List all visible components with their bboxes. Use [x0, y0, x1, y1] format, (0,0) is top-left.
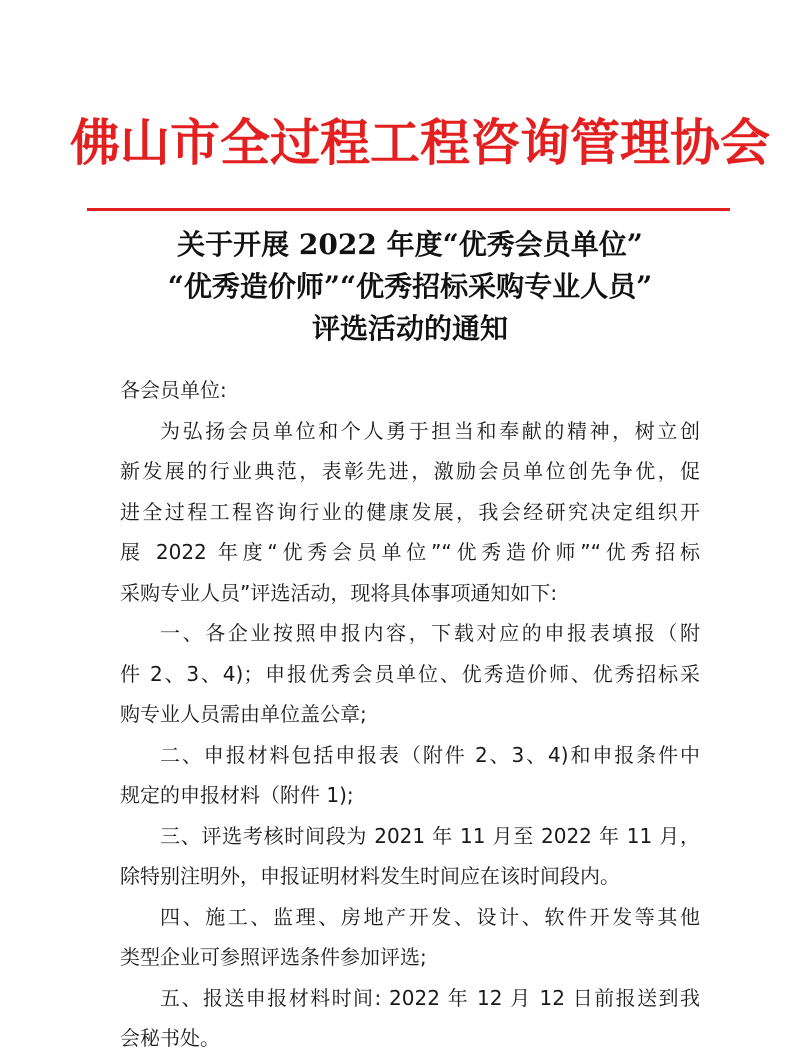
- item-4-paragraph: [120, 897, 700, 978]
- item-2-paragraph: [120, 735, 700, 816]
- title-line-2: “优秀造价师”“优秀招标采购专业人员”: [167, 270, 653, 303]
- document-body: [120, 370, 700, 1059]
- item-line: 购专业人员需由单位盖公章;: [120, 702, 367, 726]
- item-line: 二、申报材料包括申报表（附件 2、3、4)和申报条件中: [160, 742, 700, 767]
- title-line-3: 评选活动的通知: [311, 312, 508, 345]
- item-1-paragraph: [120, 613, 700, 735]
- document-title: [90, 224, 730, 350]
- intro-line: 为弘扬会员单位和个人勇于担当和奉献的精神，树立创: [160, 418, 700, 443]
- item-line: 五、报送申报材料时间: 2022 年 12 月 12 日前报送到我: [160, 985, 700, 1010]
- item-line: 会秘书处。: [120, 1026, 220, 1050]
- item-line: 除特别注明外，申报证明材料发生时间应在该时间段内。: [120, 864, 620, 888]
- intro-line: 采购专业人员”评选活动，现将具体事项通知如下:: [120, 580, 558, 605]
- title-line-1: 关于开展 2022 年度“优秀会员单位”: [177, 228, 643, 261]
- item-line: 四、施工、监理、房地产开发、设计、软件开发等其他: [160, 904, 700, 929]
- item-line: 规定的申报材料（附件 1);: [120, 783, 354, 807]
- salutation: 各会员单位:: [120, 378, 227, 402]
- item-line: 一、各企业按照申报内容，下载对应的申报表填报（附: [160, 621, 700, 645]
- intro-line: 展 2022 年度“优秀会员单位”“优秀造价师”“优秀招标: [120, 540, 700, 564]
- item-5-paragraph: [120, 978, 700, 1059]
- item-line: 类型企业可参照评选条件参加评选;: [120, 945, 427, 969]
- organization-header: 佛山市全过程工程咨询管理协会: [70, 113, 770, 172]
- item-3-paragraph: [120, 816, 700, 897]
- intro-line: 新发展的行业典范，表彰先进，激励会员单位创先争优，促: [120, 459, 700, 483]
- item-line: 三、评选考核时间段为 2021 年 11 月至 2022 年 11 月，: [160, 823, 700, 848]
- intro-paragraph: [120, 411, 700, 614]
- header-divider: [87, 208, 730, 211]
- intro-line: 进全过程工程咨询行业的健康发展，我会经研究决定组织开: [120, 499, 700, 524]
- item-line: 件 2、3、4)；申报优秀会员单位、优秀造价师、优秀招标采: [120, 661, 700, 686]
